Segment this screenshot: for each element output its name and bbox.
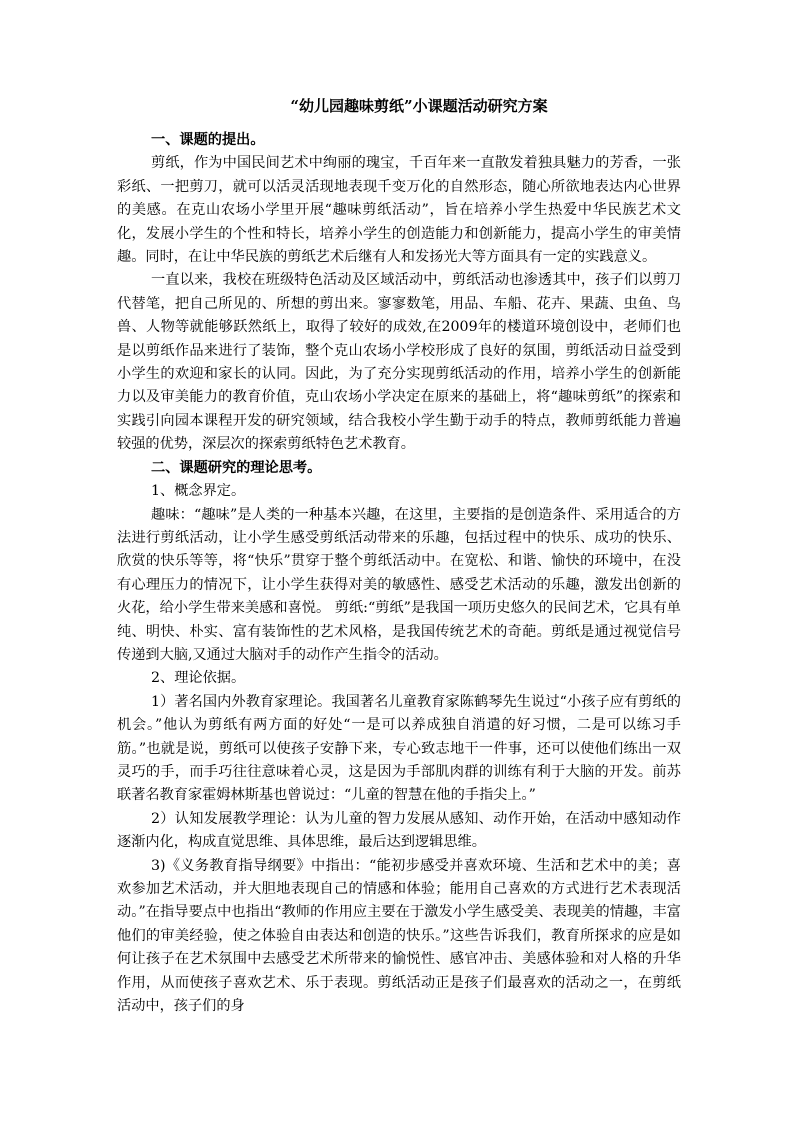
paragraph: 2、理论依据。	[151, 670, 246, 687]
paragraph: 3)《义务教育指导纲要》中指出：“能初步感受并喜欢环境、生活和艺术中的美；喜欢参加艺术活动，并大胆地表现自己的情感和体验；能用自己喜欢的方式进行艺术表现活动。”在指导要点中也指出“教师的作用应主要在于激发小学生感受美、表现美的情趣，丰富他们的审美经验，使之体验自由表达和创造的快乐。”这些告诉我们，教育所探求的应是如何让孩子在艺术氛围中去感受艺术所带来的愉悦性、感官冲击、美感体验和对人格的升华作用，从而使孩子喜欢艺术、乐于表现。剪纸活动正是孩子们最喜欢的活动之一，在剪纸活动中，孩子们的身	[117, 857, 681, 1015]
paragraph: 剪纸，作为中国民间艺术中绚丽的瑰宝，千百年来一直散发着独具魅力的芳香，一张彩纸、一把剪刀，就可以活灵活现地表现千变万化的自然形态，随心所欲地表达内心世界的美感。在克山农场小学里开展“趣味剪纸活动”，旨在培养小学生热爱中华民族艺术文化，发展小学生的个性和特长，培养小学生的创造能力和创新能力，提高小学生的审美情趣。同时，在让中华民族的剪纸艺术后继有人和发扬光大等方面具有一定的实践意义。	[117, 155, 681, 266]
document-page	[117, 95, 681, 1018]
section-heading: 二、课题研究的理论思考。	[151, 459, 322, 476]
document-title: “幼儿园趣味剪纸”小课题活动研究方案	[290, 97, 548, 115]
paragraph: 1）著名国内外教育家理论。我国著名儿童教育家陈鹤琴先生说过“小孩子应有剪纸的机会。”他认为剪纸有两方面的好处“一是可以养成独自消遣的好习惯，二是可以练习手筋。”也就是说，剪纸可以使孩子安静下来，专心致志地干一件事，还可以使他们练出一双灵巧的手，而手巧往往意味着心灵，这是因为手部肌肉群的训练有利于大脑的开发。前苏联著名教育家霍姆林斯基也曾说过：“儿童的智慧在他的手指尖上。”	[117, 693, 681, 804]
document-body	[117, 129, 681, 1018]
paragraph: 趣味：“趣味”是人类的一种基本兴趣，在这里，主要指的是创造条件、采用适合的方法进行剪纸活动，让小学生感受剪纸活动带来的乐趣，包括过程中的快乐、成功的快乐、欣赏的快乐等等，将“快乐”贯穿于整个剪纸活动中。在宽松、和谐、愉快的环境中，在没有心理压力的情况下，让小学生获得对美的敏感性、感受艺术活动的乐趣，激发出创新的火花，给小学生带来美感和喜悦。 剪纸:“剪纸”是我国一项历史悠久的民间艺术，它具有单纯、明快、朴实、富有装饰性的艺术风格，是我国传统艺术的奇葩。剪纸是通过视觉信号传递到大脑,又通过大脑对手的动作产生指令的活动。	[117, 506, 681, 663]
paragraph: 1、概念界定。	[151, 483, 246, 500]
section-heading: 一、课题的提出。	[151, 132, 265, 148]
paragraph: 一直以来，我校在班级特色活动及区域活动中，剪纸活动也渗透其中，孩子们以剪刀代替笔，把自己所见的、所想的剪出来。寥寥数笔，用品、车船、花卉、果蔬、虫鱼、鸟兽、人物等就能够跃然纸上，取得了较好的成效,在2009年的楼道环境创设中，老师们也是以剪纸作品来进行了装饰，整个克山农场小学校形成了良好的氛围，剪纸活动日益受到小学生的欢迎和家长的认同。因此，为了充分实现剪纸活动的作用，培养小学生的创新能力以及审美能力的教育价值，克山农场小学决定在原来的基础上，将“趣味剪纸”的探索和实践引向园本课程开发的研究领域，结合我校小学生勤于动手的特点，教师剪纸能力普遍较强的优势，深层次的探索剪纸特色艺术教育。	[117, 272, 681, 453]
paragraph: 2）认知发展教学理论：认为儿童的智力发展从感知、动作开始，在活动中感知动作逐渐内化，构成直觉思维、具体思维，最后达到逻辑思维。	[117, 810, 681, 851]
